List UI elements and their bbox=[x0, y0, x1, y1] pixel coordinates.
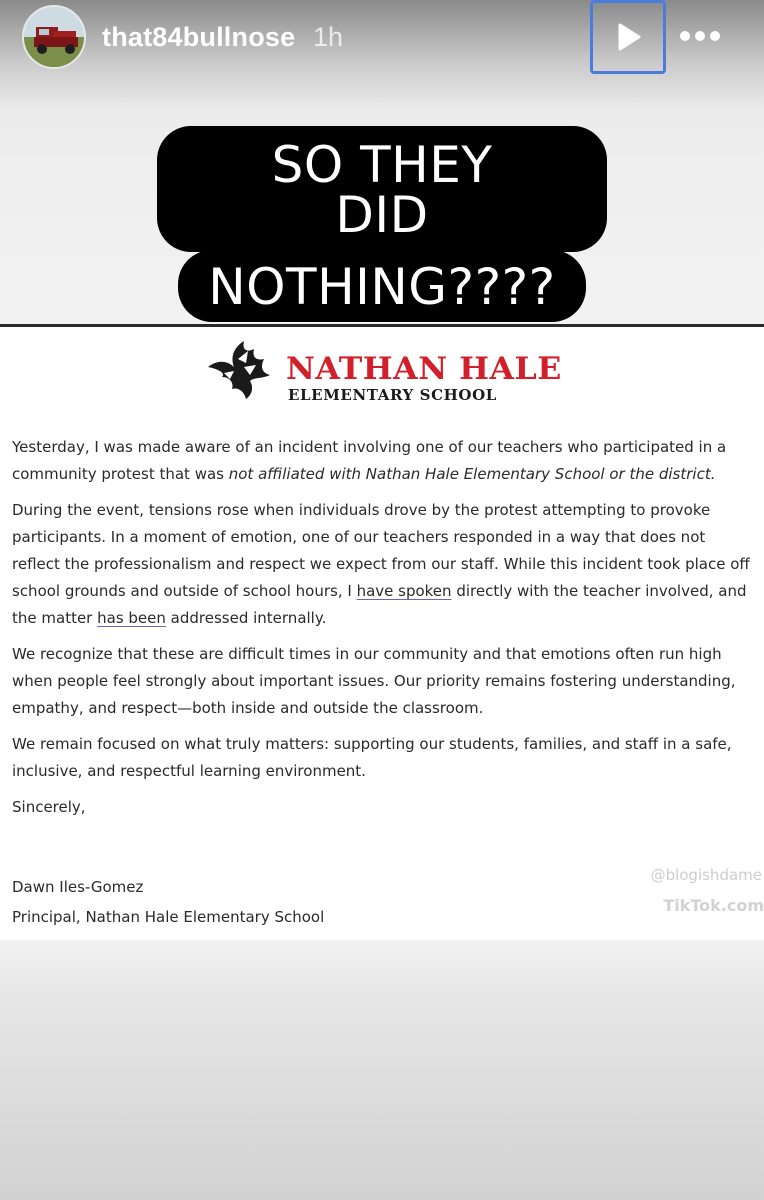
caption-line-2: NOTHING???? bbox=[178, 250, 585, 322]
paragraph-2: During the event, tensions rose when individuals drove by the protest attempting to provoke participants. In a moment of emotion, one of our teachers responded in a way that does not reflect the professionalism and respect we expect from our staff. While this incident took place off school grounds and outside of school hours, I have spoken directly with the teacher involved, and the matter has been addressed internally. bbox=[12, 501, 750, 627]
school-letter bbox=[0, 324, 764, 940]
story-header bbox=[0, 0, 764, 76]
truck-photo-icon bbox=[24, 7, 86, 69]
paragraph-1: Yesterday, I was made aware of an incident involving one of our teachers who participated in a community protest that was not affiliated with Nathan Hale Elementary School or the district. bbox=[12, 438, 727, 483]
more-options-button[interactable] bbox=[676, 20, 724, 52]
username[interactable]: that84bullnose bbox=[102, 22, 296, 52]
paragraph-3: We recognize that these are difficult times in our community and that emotions often run high when people feel strongly about important issues. Our priority remains fostering understanding, empathy, and respect—both inside and outside the classroom. bbox=[12, 645, 736, 717]
school-logo bbox=[204, 337, 564, 403]
caption-line-1: SO THEY DID bbox=[157, 126, 607, 252]
eagle-mascot-icon bbox=[204, 337, 280, 403]
more-options-icon bbox=[680, 31, 690, 41]
signature-block bbox=[12, 872, 324, 932]
logo-title: NATHAN HALE bbox=[286, 351, 562, 387]
signer-name: Dawn Iles-Gomez bbox=[12, 878, 144, 896]
letter-body bbox=[12, 434, 757, 830]
profile-avatar[interactable] bbox=[22, 5, 86, 69]
watermark-tiktok: TikTok.com bbox=[663, 896, 764, 915]
play-icon bbox=[613, 22, 643, 52]
logo-subtitle: ELEMENTARY SCHOOL bbox=[288, 386, 497, 404]
post-timestamp: 1h bbox=[313, 22, 344, 52]
story-caption bbox=[157, 126, 607, 322]
watermark-handle: @blogishdame bbox=[650, 866, 762, 884]
play-button[interactable] bbox=[590, 0, 666, 74]
paragraph-4: We remain focused on what truly matters: supporting our students, families, and staff in a safe, inclusive, and respectful learning environment. bbox=[12, 735, 732, 780]
letter-closing: Sincerely, bbox=[12, 798, 86, 816]
signer-title: Principal, Nathan Hale Elementary School bbox=[12, 908, 325, 926]
